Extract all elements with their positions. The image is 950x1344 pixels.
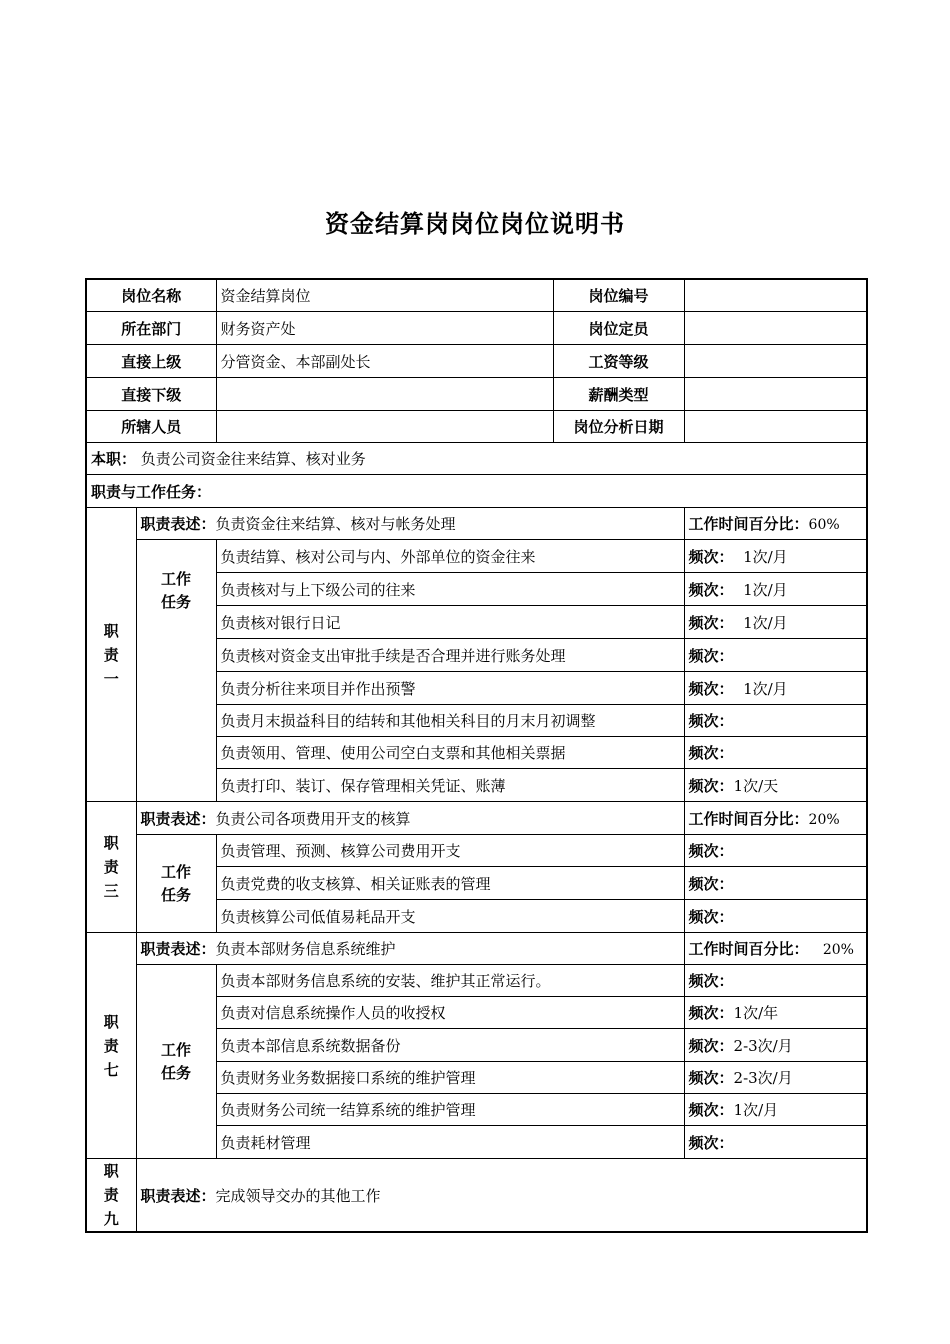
duty-7-time-pct: 工作时间百分比： 20% — [684, 933, 867, 965]
duty-1-task-8: 负责打印、装订、保存管理相关凭证、账薄 — [216, 769, 684, 802]
duty-1-name: 职 责 一 — [86, 508, 136, 802]
row-main-duty — [86, 443, 867, 475]
row-subordinate — [86, 378, 867, 411]
duty-3-statement-row — [86, 802, 867, 835]
duty-1-task-3-freq: 频次： 1次/月 — [684, 606, 867, 639]
row-superior — [86, 345, 867, 378]
duty-3-task-1: 负责管理、预测、核算公司费用开支 — [216, 835, 684, 867]
duty-3-name: 职 责 三 — [86, 802, 136, 933]
analysis-date-value — [684, 411, 867, 443]
duty-3-work-task-label: 工作 任务 — [136, 835, 216, 933]
duty-1-task-5-freq: 频次： 1次/月 — [684, 672, 867, 705]
duty-7-task-4: 负责财务业务数据接口系统的维护管理 — [216, 1062, 684, 1094]
dept-value: 财务资产处 — [216, 312, 553, 345]
duty-1-statement-row — [86, 508, 867, 540]
duty-1-statement: 职责表述：负责资金往来结算、核对与帐务处理 — [136, 508, 684, 540]
duty-7-task-5-freq: 频次：1次/月 — [684, 1094, 867, 1126]
duty-3-task-3: 负责核算公司低值易耗品开支 — [216, 900, 684, 933]
duty-9-statement-row — [86, 1159, 867, 1233]
quota-label: 岗位定员 — [553, 312, 684, 345]
post-name-label: 岗位名称 — [86, 279, 216, 312]
duty-7-statement-row — [86, 933, 867, 965]
duty-7-statement: 职责表述：负责本部财务信息系统维护 — [136, 933, 684, 965]
duty-7-task-3: 负责本部信息系统数据备份 — [216, 1029, 684, 1062]
pay-type-label: 薪酬类型 — [553, 378, 684, 411]
row-post-name — [86, 279, 867, 312]
duty-7-task-3-freq: 频次：2-3次/月 — [684, 1029, 867, 1062]
main-duty-cell — [86, 443, 867, 475]
duty-7-task-row — [86, 965, 867, 997]
duty-1-task-4: 负责核对资金支出审批手续是否合理并进行账务处理 — [216, 639, 684, 672]
duty-3-time-pct: 工作时间百分比：20% — [684, 802, 867, 835]
duty-1-task-6-freq: 频次： — [684, 705, 867, 737]
duty-3-task-2: 负责党费的收支核算、相关证账表的管理 — [216, 867, 684, 900]
post-name-value: 资金结算岗位 — [216, 279, 553, 312]
document-title: 资金结算岗岗位岗位说明书 — [325, 210, 625, 238]
duty-1-task-row — [86, 540, 867, 573]
duty-7-work-task-label: 工作 任务 — [136, 965, 216, 1159]
staff-label: 所辖人员 — [86, 411, 216, 443]
wage-label: 工资等级 — [553, 345, 684, 378]
duty-1-task-7: 负责领用、管理、使用公司空白支票和其他相关票据 — [216, 737, 684, 769]
duty-3-task-3-freq: 频次： — [684, 900, 867, 933]
main-duty-value: 负责公司资金往来结算、核对业务 — [140, 450, 366, 468]
quota-value — [684, 312, 867, 345]
duty-1-task-8-freq: 频次：1次/天 — [684, 769, 867, 802]
duty-7-task-5: 负责财务公司统一结算系统的维护管理 — [216, 1094, 684, 1126]
duty-1-work-task-label: 工作 任务 — [136, 540, 216, 802]
post-no-label: 岗位编号 — [553, 279, 684, 312]
duty-3-statement: 职责表述：负责公司各项费用开支的核算 — [136, 802, 684, 835]
row-section-header — [86, 475, 867, 508]
duty-3-task-row — [86, 835, 867, 867]
staff-value — [216, 411, 553, 443]
duty-7-task-1: 负责本部财务信息系统的安装、维护其正常运行。 — [216, 965, 684, 997]
duty-7-task-2: 负责对信息系统操作人员的收授权 — [216, 997, 684, 1029]
duty-7-task-2-freq: 频次：1次/年 — [684, 997, 867, 1029]
job-description-table — [85, 278, 868, 1233]
duty-9-statement: 职责表述：完成领导交办的其他工作 — [136, 1159, 867, 1233]
duty-1-task-6: 负责月末损益科目的结转和其他相关科目的月末月初调整 — [216, 705, 684, 737]
wage-value — [684, 345, 867, 378]
duty-1-task-3: 负责核对银行日记 — [216, 606, 684, 639]
duty-3-task-2-freq: 频次： — [684, 867, 867, 900]
duty-7-task-6: 负责耗材管理 — [216, 1126, 684, 1159]
duty-7-task-4-freq: 频次：2-3次/月 — [684, 1062, 867, 1094]
main-duty-label: 本职： — [91, 450, 137, 468]
duty-7-task-6-freq: 频次： — [684, 1126, 867, 1159]
duty-3-task-1-freq: 频次： — [684, 835, 867, 867]
duty-1-task-1-freq: 频次： 1次/月 — [684, 540, 867, 573]
duty-1-task-2-freq: 频次： 1次/月 — [684, 573, 867, 606]
duty-1-task-2: 负责核对与上下级公司的往来 — [216, 573, 684, 606]
section-label: 职责与工作任务： — [86, 475, 867, 508]
duty-9-name: 职 责 九 — [86, 1159, 136, 1233]
post-no-value — [684, 279, 867, 312]
dept-label: 所在部门 — [86, 312, 216, 345]
duty-1-time-pct: 工作时间百分比：60% — [684, 508, 867, 540]
superior-value: 分管资金、本部副处长 — [216, 345, 553, 378]
duty-1-task-7-freq: 频次： — [684, 737, 867, 769]
duty-1-task-5: 负责分析往来项目并作出预警 — [216, 672, 684, 705]
subordinate-label: 直接下级 — [86, 378, 216, 411]
analysis-date-label: 岗位分析日期 — [553, 411, 684, 443]
duty-7-name: 职 责 七 — [86, 933, 136, 1159]
duty-7-task-1-freq: 频次： — [684, 965, 867, 997]
duty-1-task-4-freq: 频次： — [684, 639, 867, 672]
row-staff — [86, 411, 867, 443]
duty-1-task-1: 负责结算、核对公司与内、外部单位的资金往来 — [216, 540, 684, 573]
row-dept — [86, 312, 867, 345]
subordinate-value — [216, 378, 553, 411]
superior-label: 直接上级 — [86, 345, 216, 378]
pay-type-value — [684, 378, 867, 411]
